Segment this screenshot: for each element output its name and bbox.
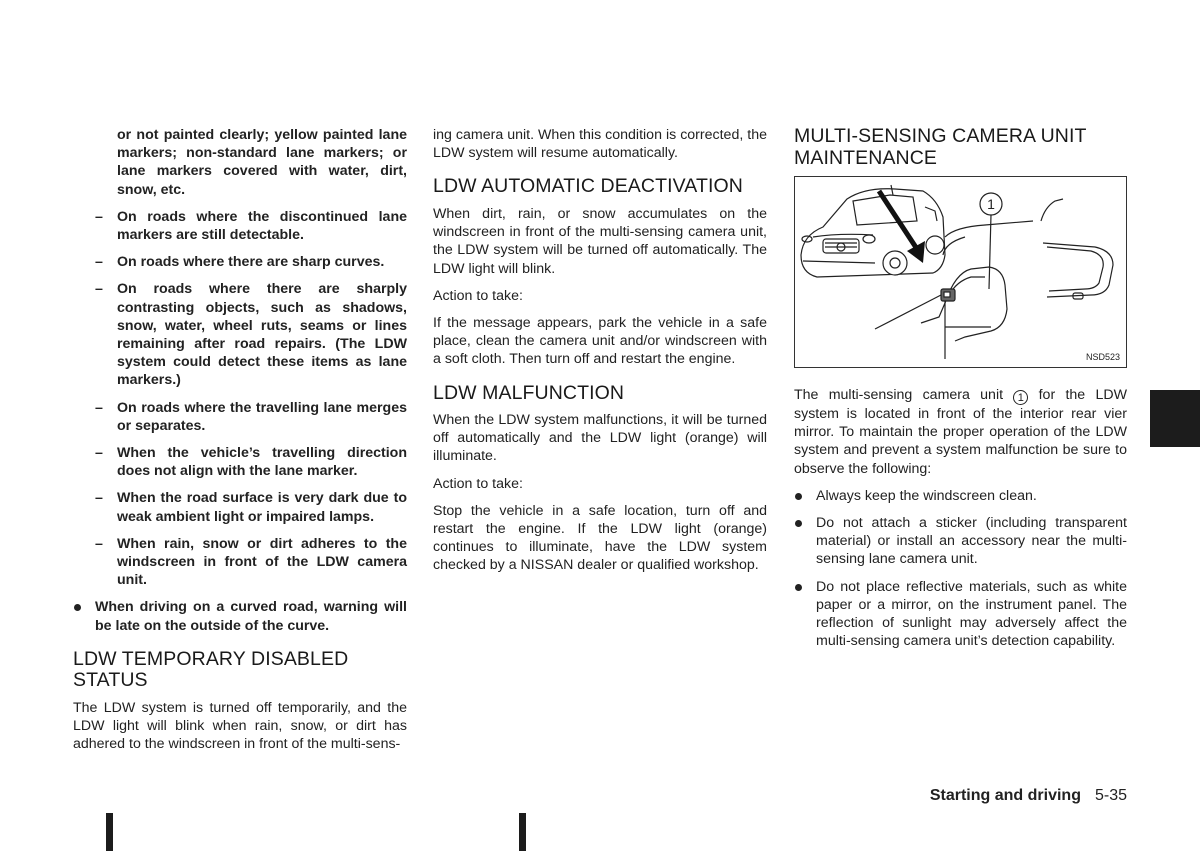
- bullet-item-text: Always keep the windscreen clean.: [816, 487, 1037, 504]
- dash-item: [73, 535, 407, 590]
- dash-item-text: When the vehicle’s travelling direction does not align with the lane marker.: [117, 445, 407, 480]
- crop-mark-left: [106, 813, 113, 851]
- column-right: [794, 126, 1127, 659]
- dash-item: [73, 208, 407, 244]
- paragraph-temporary-disabled: The LDW system is turned off temporarily, and the LDW light will blink when rain, snow, or dirt has adhered to the windscreen in front of the multi-sens-: [73, 699, 407, 753]
- chapter-thumb-tab: [1150, 390, 1200, 447]
- dash-item-text: On roads where the travelling lane merges or separates.: [117, 399, 407, 434]
- action-label: Action to take:: [433, 475, 523, 492]
- bullet-item: [794, 487, 1127, 505]
- bullet-item: [73, 598, 407, 634]
- camera-unit-figure: [794, 176, 1127, 368]
- heading-ldw-temporary-disabled: LDW TEMPORARY DISABLED STATUS: [73, 647, 349, 692]
- dash-item-text: On roads where there are sharp curves.: [117, 254, 385, 271]
- bullet-dot-icon: [795, 493, 802, 500]
- page-number: 5-35: [1094, 787, 1127, 804]
- bullet-item: [794, 578, 1127, 651]
- paragraph-malfunction: When the LDW system malfunctions, it will be turned off automatically and the LDW light (orange) will illuminate.: [433, 412, 767, 465]
- dash-marker: –: [95, 281, 103, 298]
- paragraph-deactivation-action: If the message appears, park the vehicle in a safe place, clean the camera unit and/or windscreen with a soft cloth. Then turn off and restart the engine.: [433, 314, 767, 368]
- dash-marker: –: [95, 490, 103, 507]
- bullet-dot-icon: [795, 520, 802, 527]
- heading-ldw-malfunction: LDW MALFUNCTION: [433, 381, 625, 404]
- dash-item: [73, 444, 407, 480]
- dash-marker: –: [95, 254, 103, 271]
- dash-item-text: When the road surface is very dark due to weak ambient light or impaired lamps.: [117, 490, 407, 525]
- figure-id: NSD523: [1085, 352, 1120, 362]
- dash-item: [73, 280, 407, 389]
- action-label: Action to take:: [433, 287, 523, 304]
- paragraph-camera-location: [794, 386, 1127, 478]
- dash-marker: –: [95, 445, 103, 462]
- callout-number: 1: [987, 196, 995, 212]
- dash-item: [73, 399, 407, 435]
- bullet-item-text: When driving on a curved road, warning will be late on the outside of the curve.: [95, 599, 407, 634]
- bullet-dot-icon: [795, 584, 802, 591]
- car-icon: [801, 185, 945, 277]
- paragraph-continued: ing camera unit. When this condition is corrected, the LDW system will resume automatically.: [433, 127, 767, 162]
- dash-item-text: On roads where the discontinued lane markers are still detectable.: [117, 208, 407, 244]
- dash-marker: –: [95, 208, 103, 225]
- continued-text: or not painted clearly; yellow painted lane markers; non-standard lane markers; or lane markers covered with water, dirt, snow, etc.: [117, 127, 407, 198]
- camera-text-end: for the LDW system is located in front of the interior rear vier mirror. To maintain the proper operation of the LDW system and prevent a system malfunction be sure to observe the following:: [794, 387, 1127, 477]
- heading-ldw-automatic-deactivation: LDW AUTOMATIC DEACTIVATION: [433, 175, 743, 198]
- dash-marker: –: [95, 535, 103, 552]
- column-left: [73, 126, 407, 762]
- bullet-dot-icon: [74, 604, 81, 611]
- camera-location-illustration: [795, 177, 1126, 367]
- dash-marker: –: [95, 399, 103, 416]
- dash-item-text: When rain, snow or dirt adheres to the windscreen in front of the LDW camera unit.: [117, 535, 407, 589]
- dash-item: [73, 253, 407, 271]
- paragraph-deactivation: When dirt, rain, or snow accumulates on the windscreen in front of the multi-sensing camera unit, the LDW system will be turned off automatically. The LDW light will blink.: [433, 205, 767, 277]
- bullet-item-text: Do not attach a sticker (including transparent material) or install an accessory near the multi-sensing lane camera unit.: [816, 515, 1127, 568]
- dash-item-text: On roads where there are sharply contrasting objects, such as shadows, snow, water, wheel ruts, seams or lines remaining after road repairs. (The LDW system could detect these items as lane markers.): [117, 281, 407, 389]
- camera-text-start: The multi-sensing camera unit: [794, 387, 1004, 403]
- column-middle: [433, 126, 767, 584]
- paragraph-malfunction-action: Stop the vehicle in a safe location, turn off and restart the engine. If the LDW light (orange) continues to illuminate, have the LDW system checked by a NISSAN dealer or qualified workshop.: [433, 502, 767, 574]
- callout-inline-number: 1: [1013, 390, 1028, 405]
- bullet-item: [794, 514, 1127, 569]
- page-footer: [930, 787, 1127, 805]
- dash-item: [73, 489, 407, 525]
- footer-section-title: Starting and driving: [929, 787, 1081, 804]
- heading-camera-maintenance: MULTI-SENSING CAMERA UNIT MAINTENANCE: [794, 125, 1087, 169]
- rear-view-mirror-icon: [875, 199, 1113, 359]
- crop-mark-center: [519, 813, 526, 851]
- bullet-item-text: Do not place reflective materials, such as white paper or a mirror, on the instrument panel. The reflection of sunlight may adversely affect the multi-sensing camera unit’s detection capability.: [816, 578, 1127, 650]
